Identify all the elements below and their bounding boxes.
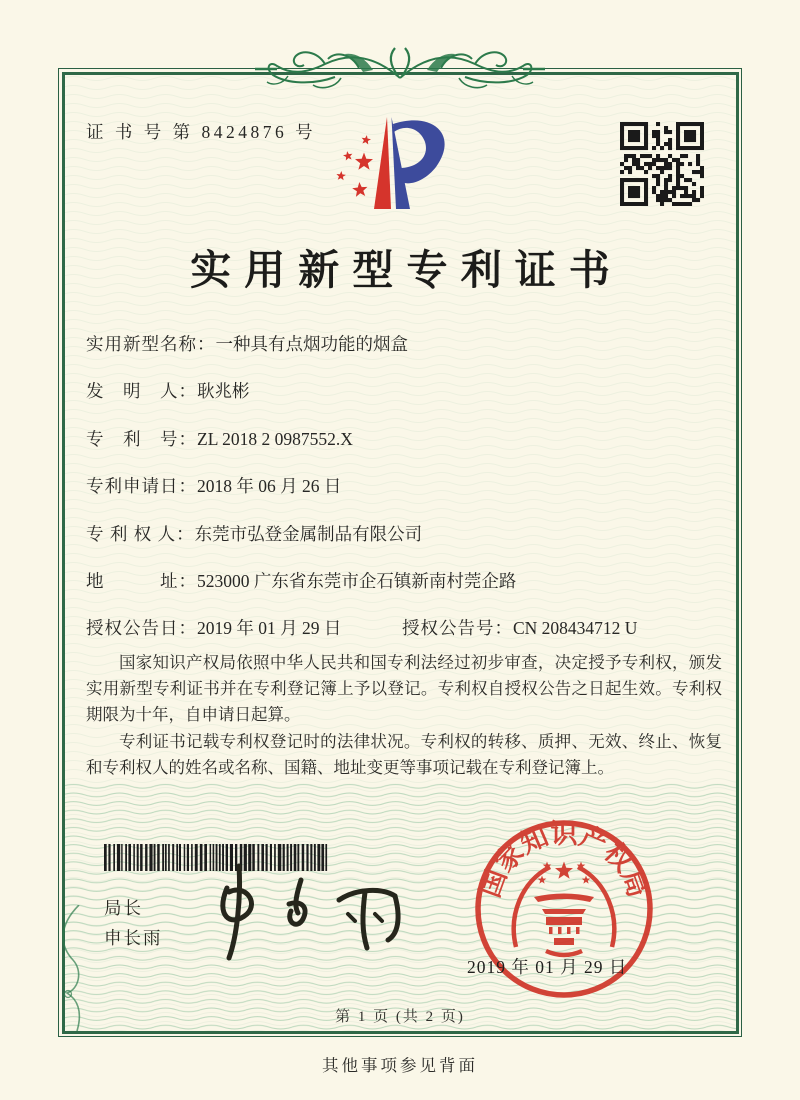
svg-text:知: 知 [516, 821, 553, 860]
grant-date-label: 授权公告日： [86, 618, 197, 639]
grant-date-value: 2019 年 01 月 29 日 [197, 618, 342, 639]
official-seal-icon [452, 817, 678, 1009]
field-row-name [86, 331, 722, 355]
field-value: 2018 年 06 月 26 日 [197, 476, 342, 497]
field-label: 专利申请日： [86, 476, 197, 497]
qr-code [620, 122, 704, 206]
signature-image [205, 858, 415, 966]
field-label: 专 利 号： [86, 428, 197, 449]
page-number: 第 1 页 (共 2 页) [335, 1009, 465, 1025]
body-text [86, 650, 722, 781]
seal-date: 2019 年 01 月 29 日 [467, 957, 628, 977]
certificate-title: 实用新型专利证书 [190, 247, 624, 293]
cnipa-logo-icon [333, 111, 468, 213]
footer-note: 其他事项参见背面 [322, 1056, 478, 1075]
top-ornament [255, 38, 545, 100]
field-label: 实用新型名称： [86, 334, 216, 354]
field-label: 地 址： [86, 570, 197, 591]
body-paragraph-2: 专利证书记载专利权登记时的法律状况。专利权的转移、质押、无效、终止、恢复和专利权人的姓名或名称、国籍、地址变更等事项记载在专利登记簿上。 [86, 731, 722, 777]
grant-date [86, 615, 402, 639]
field-row-inventor [86, 378, 722, 402]
svg-text:识: 识 [550, 819, 578, 849]
svg-text:家: 家 [489, 837, 530, 878]
svg-text:产: 产 [575, 821, 612, 860]
grant-no-label: 授权公告号： [402, 618, 513, 639]
field-value: 耿兆彬 [197, 381, 250, 402]
field-value: 523000 广东省东莞市企石镇新南村莞企路 [197, 570, 517, 591]
field-value: ZL 2018 2 0987552.X [197, 428, 353, 449]
svg-text:国: 国 [474, 865, 513, 902]
svg-text:局: 局 [615, 865, 654, 902]
grant-number [402, 615, 637, 639]
field-row-patent-no [86, 426, 722, 450]
field-label: 发 明 人： [86, 381, 197, 402]
officer-block [104, 893, 163, 953]
certificate-number: 证 书 号 第 8424876 号 [86, 122, 317, 142]
field-row-address [86, 568, 722, 592]
field-list [86, 331, 722, 663]
officer-title: 局长 [104, 898, 143, 918]
field-row-grant [86, 615, 722, 639]
field-label: 专 利 权 人： [86, 523, 195, 544]
field-value: 东莞市弘登金属制品有限公司 [194, 523, 423, 544]
field-row-filing-date [86, 473, 722, 497]
field-value: 一种具有点烟功能的烟盒 [215, 334, 408, 354]
body-paragraph-1: 国家知识产权局依照中华人民共和国专利法经过初步审查，决定授予专利权，颁发实用新型专利证书并在专利登记簿上予以登记。专利权自授权公告之日起生效。专利权期限为十年，自申请日起算。 [86, 653, 722, 725]
svg-text:权: 权 [598, 837, 639, 878]
grant-no-value: CN 208434712 U [513, 618, 638, 639]
field-row-patentee [86, 521, 722, 545]
officer-name: 申长雨 [104, 928, 163, 948]
